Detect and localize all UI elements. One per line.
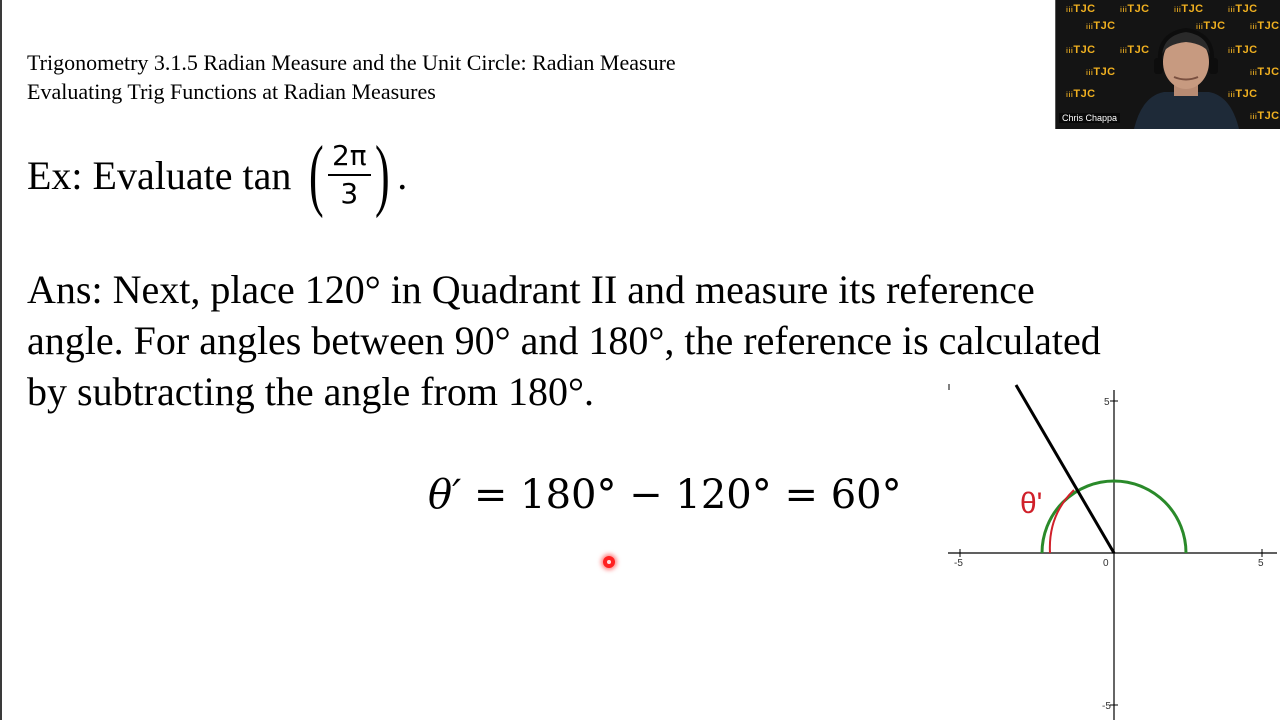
- fraction-denominator: 3: [340, 177, 359, 210]
- answer-line-3: by subtracting the angle from 180°.: [27, 369, 594, 414]
- header-title: Trigonometry 3.1.5 Radian Measure and the Unit Circle: Radian Measure: [27, 50, 676, 75]
- left-paren: (: [309, 131, 324, 219]
- tan-argument: [303, 131, 395, 219]
- laser-pointer: [603, 556, 615, 568]
- example-line: [27, 131, 408, 219]
- participant-name: Chris Chappa: [1059, 113, 1120, 123]
- answer-line-1: Ans: Next, place 120° in Quadrant II and measure its reference: [27, 267, 1035, 312]
- example-prefix: Ex: Evaluate tan: [27, 152, 292, 198]
- right-paren: ): [374, 131, 390, 219]
- fraction: [328, 140, 371, 210]
- slide-header: [27, 48, 676, 106]
- y-max-label: 5: [1104, 397, 1110, 408]
- theta-prime-symbol: θ′: [428, 472, 462, 518]
- origin-label: 0: [1103, 558, 1109, 569]
- coordinate-graph: [940, 380, 1280, 720]
- header-subtitle: Evaluating Trig Functions at Radian Measures: [27, 79, 436, 104]
- webcam-video: [1055, 0, 1280, 129]
- reference-angle-equation: [428, 472, 902, 518]
- theta-prime-label: θ': [1020, 487, 1043, 520]
- y-min-label: -5: [1102, 701, 1111, 712]
- tjc-backdrop: iiiTJC iiiTJC iiiTJC iiiTJC iiiTJC iiiTJC iiiTJC iiiTJC iiiTJC iiiTJC iiiTJC iiiTJC iiiTJC iiiTJC iiiTJC: [1066, 3, 1280, 122]
- x-max-label: 5: [1258, 558, 1264, 569]
- slide-left-border: [0, 0, 2, 720]
- terminal-side: [1016, 385, 1114, 553]
- x-min-label: -5: [954, 558, 963, 569]
- answer-line-2: angle. For angles between 90° and 180°, the reference is calculated: [27, 318, 1101, 363]
- equation-body: = 180° − 120° = 60°: [461, 472, 902, 518]
- reference-angle-arc: [1050, 490, 1074, 553]
- presenter-silhouette: [1134, 22, 1239, 129]
- example-suffix: .: [397, 152, 408, 198]
- fraction-numerator: 2π: [328, 140, 371, 176]
